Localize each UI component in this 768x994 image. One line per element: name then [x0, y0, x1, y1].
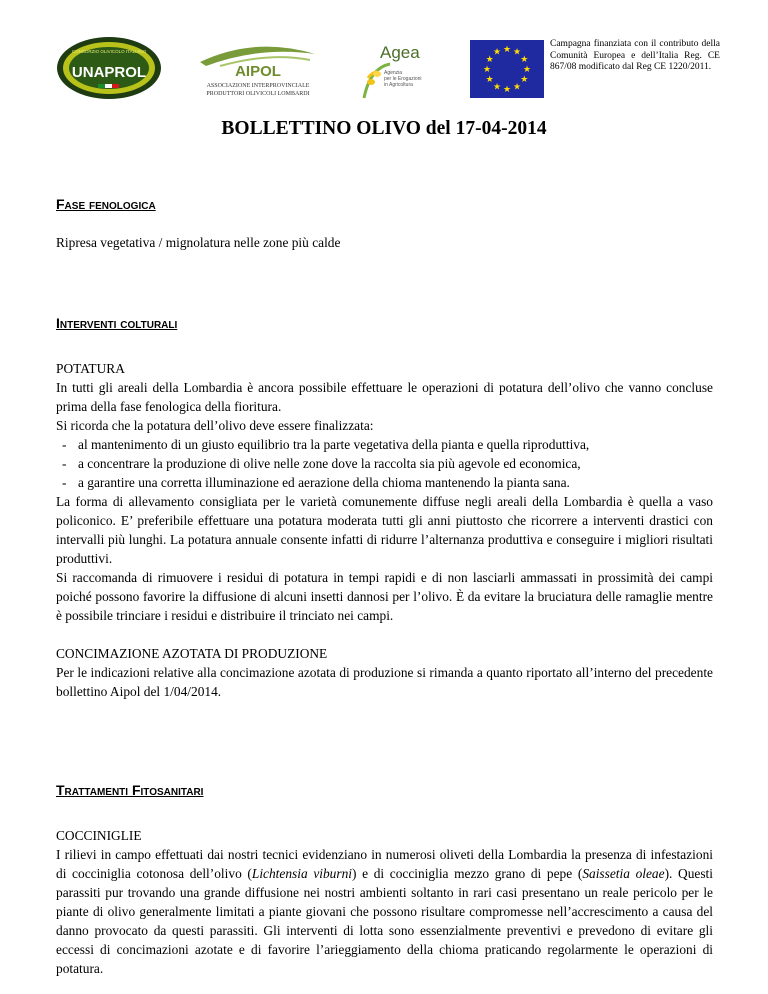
species-lichtensia: Lichtensia viburni — [251, 866, 352, 881]
svg-text:★: ★ — [485, 55, 494, 65]
cocciniglie-text-a: I rilievi in campo effettuati dai nostri tecnici evidenziano in numerosi oliveti della Lombardia la presenza di infestazioni di cocciniglia cotonosa dell’olivo ( — [56, 847, 713, 881]
section-heading-interventi: Interventi colturali — [56, 315, 178, 331]
potatura-paragraph-2: Si ricorda che la potatura dell’olivo deve essere finalizzata: — [56, 418, 374, 433]
potatura-goals-list — [56, 435, 713, 492]
eu-flag-icon — [470, 40, 544, 98]
potatura-paragraph-1: In tutti gli areali della Lombardia è ancora possibile effettuare le operazioni di potatura dell’olivo che vanno concluse prima della fase fenologica della fioritura. — [56, 380, 713, 414]
cocciniglie-text — [56, 845, 713, 978]
potatura-title: POTATURA — [56, 361, 125, 376]
agea-text-sub1: Agenzia — [384, 70, 403, 76]
svg-text:★: ★ — [502, 45, 512, 55]
section-heading-fase: Fase fenologica — [56, 196, 156, 212]
cocciniglie-text-c: ). Questi parassiti pur trovando una grande diffusione nei nostri ambienti soltanto in rari casi presentano un reale pericolo per le piante di olivo generalmente limitati a piante giovani che possono risultare compromesse nell’accrescimento a causa del danno provocato da questi parassiti. Gli interventi di lotta sono essenzialmente preventivi e prevedono di evitare gli eccessi di concimazioni azotate e di favorire l’arieggiamento della chioma praticando regolarmente le operazioni di potatura. — [56, 866, 713, 976]
unaprol-text-main: UNAPROL — [71, 64, 147, 81]
concimazione-title: CONCIMAZIONE AZOTATA DI PRODUZIONE — [56, 646, 328, 661]
agea-text-main: Agea — [380, 43, 420, 62]
svg-text:★: ★ — [492, 47, 502, 58]
aipol-text-sub2: PRODUTTORI OLIVICOLI LOMBARDI — [206, 91, 310, 97]
funding-note: Campagna finanziata con il contributo della Comunità Europea e dell’Italia Reg. CE 867/08 modificato dal Reg CE 1220/2011. — [550, 39, 720, 73]
svg-text:★: ★ — [482, 65, 492, 75]
cocciniglie-title: COCCINIGLIE — [56, 828, 142, 843]
aipol-text-sub1: ASSOCIAZIONE INTERPROVINCIALE — [206, 83, 310, 89]
agea-text-sub2: per le Erogazioni — [384, 76, 422, 82]
aipol-text-main: AIPOL — [235, 63, 281, 80]
potatura-paragraph-4: Si raccomanda di rimuovere i residui di potatura in tempi rapidi e di non lasciarli ammassati in prossimità dei campi poiché possono favorire la diffusione di alcuni insetti dannosi per l’olivo. È da evitare la bruciatura delle ramaglie mentre è possibile trinciare i residui e distribuire il trinciato nei campi. — [56, 570, 713, 623]
svg-text:★: ★ — [502, 85, 512, 95]
list-item: - a garantire una corretta illuminazione ed aerazione della chioma mantenendo la pianta sana. — [62, 473, 713, 492]
fase-text: Ripresa vegetativa / mignolatura nelle zone più calde — [56, 235, 341, 250]
svg-text:★: ★ — [512, 82, 522, 93]
unaprol-logo — [56, 36, 162, 100]
svg-text:★: ★ — [512, 47, 522, 58]
unaprol-text-top: CONSORZIO OLIVICOLO ITALIANO — [71, 49, 147, 54]
cocciniglie-text-b: ) e di cocciniglia mezzo grano di pepe ( — [352, 866, 583, 881]
bulletin-body — [56, 195, 713, 978]
potatura-paragraph-3: La forma di allevamento consigliata per le varietà comunemente diffuse negli areali della Lombardia è quella a vaso policonico. E’ preferibile effettuare una potatura moderata tutti gli anni piuttosto che ricorrere a interventi drastici con intervalli più lunghi. La potatura annuale consente infatti di ridurre l’alternanza produttiva e conseguire i migliori risultati produttivi. — [56, 494, 713, 566]
list-item: - al mantenimento di un giusto equilibrio tra la parte vegetativa della pianta e quella riproduttiva, — [62, 435, 713, 454]
list-item: - a concentrare la produzione di olive nelle zone dove la raccolta sia più agevole ed economica, — [62, 454, 713, 473]
svg-text:★: ★ — [492, 82, 502, 93]
agea-logo — [356, 38, 448, 100]
species-saissetia: Saissetia oleae — [582, 866, 665, 881]
concimazione-text: Per le indicazioni relative alla concimazione azotata di produzione si rimanda a quanto riportato all’interno del precedente bollettino Aipol del 1/04/2014. — [56, 665, 713, 699]
svg-text:★: ★ — [485, 75, 494, 85]
svg-text:★: ★ — [522, 65, 532, 75]
aipol-logo — [180, 40, 330, 100]
header — [0, 30, 768, 105]
section-heading-trattamenti: Trattamenti Fitosanitari — [56, 782, 204, 798]
svg-text:★: ★ — [520, 75, 529, 85]
agea-text-sub3: in Agricoltura — [384, 82, 413, 88]
svg-text:★: ★ — [520, 55, 529, 65]
page-title: BOLLETTINO OLIVO del 17-04-2014 — [221, 118, 547, 139]
